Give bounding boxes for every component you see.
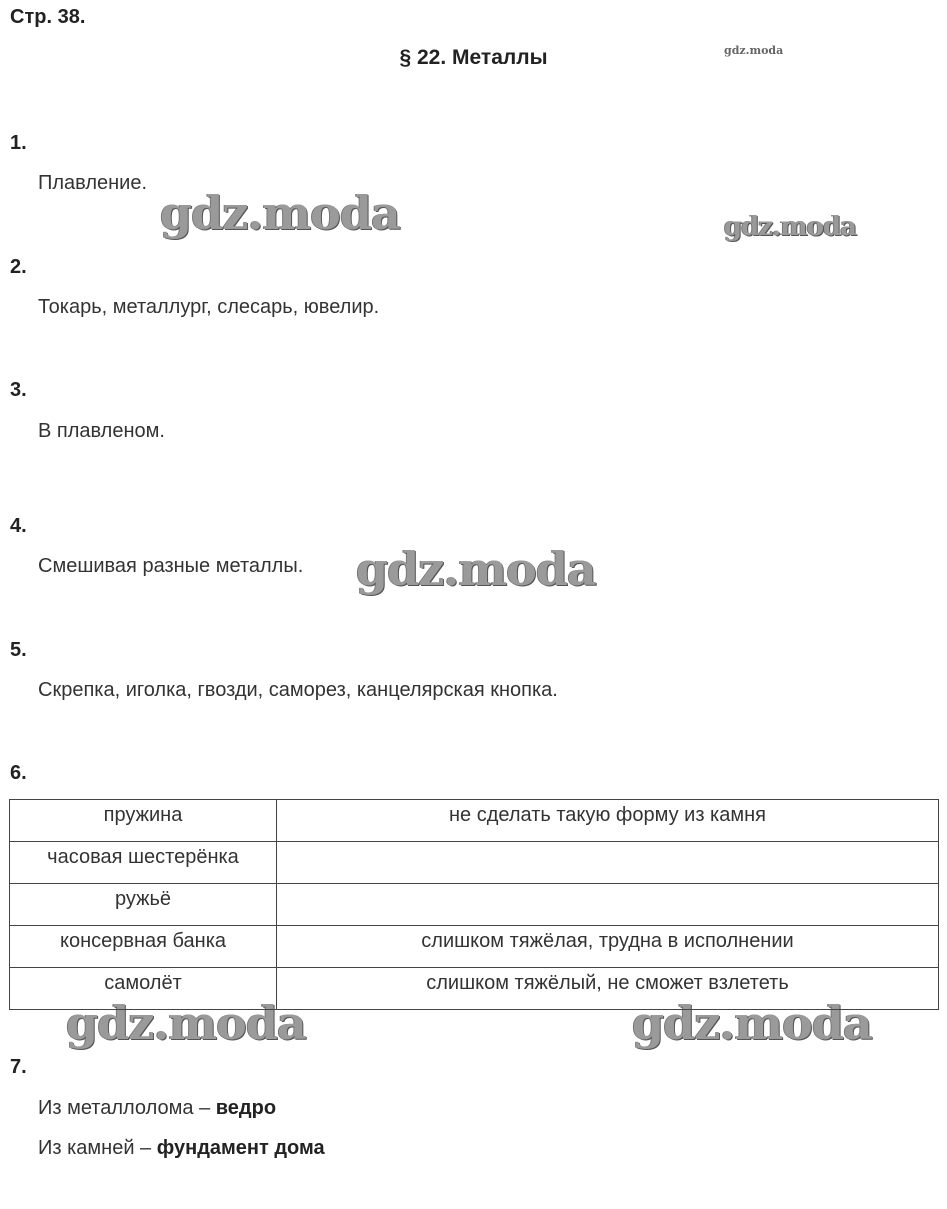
watermark-large: gdz.moda — [160, 186, 400, 240]
table-cell-reason: не сделать такую форму из камня — [277, 800, 939, 842]
table-cell-item: ружьё — [10, 884, 277, 926]
question-number: 4. — [10, 515, 27, 537]
table-cell-item: часовая шестерёнка — [10, 842, 277, 884]
answer-text: В плавленом. — [38, 420, 165, 442]
question-number: 5. — [10, 639, 27, 661]
question-number: 6. — [10, 762, 27, 784]
table-row — [10, 968, 939, 1010]
table-cell-reason: слишком тяжёлая, трудна в исполнении — [277, 926, 939, 968]
answer-prefix: Из металлолома – — [38, 1097, 216, 1119]
question-number: 1. — [10, 132, 27, 154]
answer-line — [38, 1137, 325, 1160]
page-number: Стр. 38. — [10, 6, 86, 28]
table-cell-item: пружина — [10, 800, 277, 842]
section-title: § 22. Металлы — [399, 46, 548, 69]
watermark-large: gdz.moda — [66, 996, 306, 1050]
watermark-small: gdz.moda — [724, 44, 784, 57]
watermark-large: gdz.moda — [632, 996, 872, 1050]
table-row — [10, 926, 939, 968]
answer-text: Скрепка, иголка, гвозди, саморез, канцелярская кнопка. — [38, 679, 558, 701]
table-cell-reason: слишком тяжёлый, не сможет взлететь — [277, 968, 939, 1010]
question-number: 2. — [10, 256, 27, 278]
answer-bold: ведро — [215, 1097, 277, 1119]
table-cell-reason — [277, 842, 939, 884]
answer-text: Плавление. — [38, 172, 148, 194]
question-number: 3. — [10, 379, 27, 401]
answer-bold: фундамент дома — [156, 1137, 325, 1159]
table-cell-reason — [277, 884, 939, 926]
table-row — [10, 884, 939, 926]
watermark-medium: gdz.moda — [724, 212, 857, 242]
question-number: 7. — [10, 1056, 27, 1078]
answer-text: Токарь, металлург, слесарь, ювелир. — [38, 296, 380, 318]
table-row — [10, 842, 939, 884]
answer-table — [9, 799, 939, 1010]
table-row — [10, 800, 939, 842]
answer-line — [38, 1097, 276, 1120]
table-cell-item: самолёт — [10, 968, 277, 1010]
answer-text: Смешивая разные металлы. — [38, 555, 304, 577]
table-cell-item: консервная банка — [10, 926, 277, 968]
watermark-large: gdz.moda — [356, 542, 596, 596]
answer-prefix: Из камней – — [38, 1137, 157, 1159]
